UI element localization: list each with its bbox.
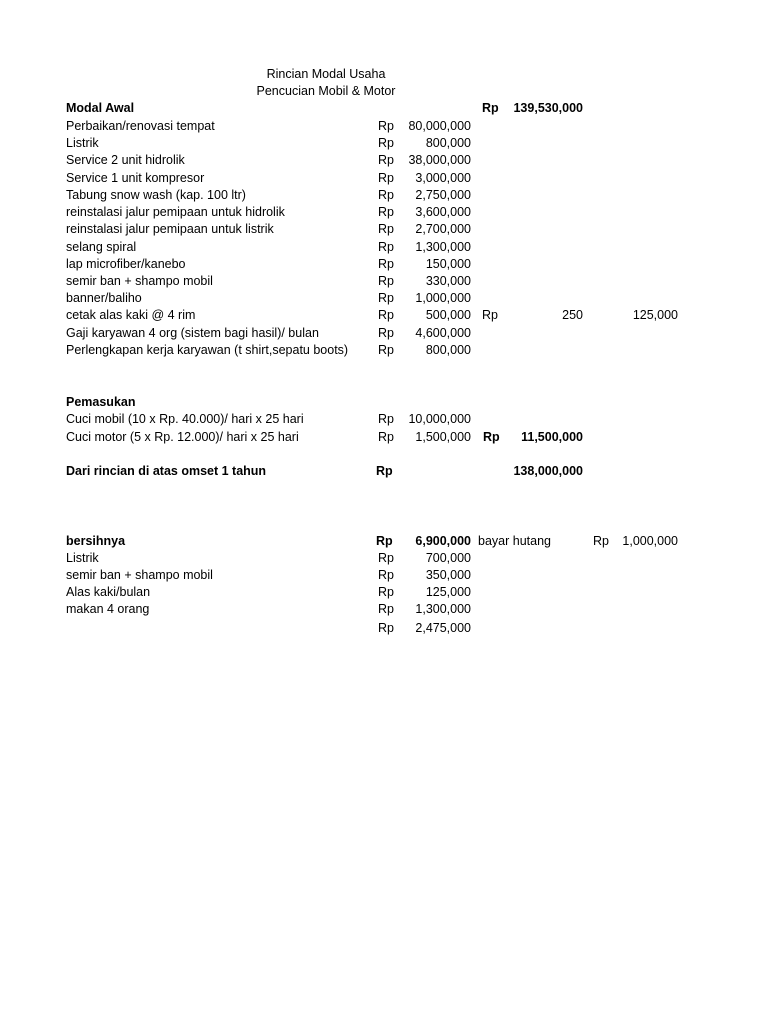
bersih-total-value: 2,475,000 — [415, 621, 471, 635]
alas-kaki-value: 125,000 — [632, 308, 678, 322]
title-line-1: Rincian Modal Usaha — [266, 67, 386, 81]
title-line-2: Pencucian Mobil & Motor — [256, 84, 396, 98]
list-item-currency: Rp — [378, 602, 394, 616]
bersih-heading: bersihnya — [66, 534, 126, 548]
list-item-label: Listrik — [66, 551, 99, 565]
list-item-currency: Rp — [378, 274, 394, 288]
modal-awal-total: 139,530,000 — [513, 101, 583, 115]
list-item-value: 3,000,000 — [415, 171, 471, 185]
list-item-label: selang spiral — [66, 240, 137, 254]
alas-kaki-currency: Rp — [482, 308, 498, 322]
omset-label: Dari rincian di atas omset 1 tahun — [66, 464, 267, 478]
list-item-currency: Rp — [378, 551, 394, 565]
bersih-currency: Rp — [376, 534, 393, 548]
modal-awal-heading: Modal Awal — [66, 101, 135, 115]
list-item-currency: Rp — [378, 308, 394, 322]
list-item-currency: Rp — [378, 326, 394, 340]
list-item-label: Perbaikan/renovasi tempat — [66, 119, 215, 133]
list-item-currency: Rp — [378, 222, 394, 236]
list-item-value: 150,000 — [425, 257, 471, 271]
list-item-label: Alas kaki/bulan — [66, 585, 151, 599]
hutang-currency: Rp — [593, 534, 609, 548]
list-item-currency: Rp — [378, 171, 394, 185]
list-item-value: 3,600,000 — [415, 205, 471, 219]
list-item-currency: Rp — [378, 343, 394, 357]
pemasukan-total-currency: Rp — [483, 430, 500, 444]
list-item-value: 1,000,000 — [415, 291, 471, 305]
list-item-label: Gaji karyawan 4 org (sistem bagi hasil)/ bulan — [66, 326, 319, 340]
list-item-value: 2,700,000 — [415, 222, 471, 236]
list-item-label: Tabung snow wash (kap. 100 ltr) — [66, 188, 246, 202]
list-item-value: 1,500,000 — [415, 430, 471, 444]
list-item-currency: Rp — [378, 430, 394, 444]
omset-value: 138,000,000 — [513, 464, 583, 478]
alas-kaki-quantity: 250 — [562, 308, 583, 322]
list-item-label: semir ban + shampo mobil — [66, 568, 213, 582]
list-item-value: 350,000 — [425, 568, 471, 582]
list-item-label: Listrik — [66, 136, 99, 150]
list-item-label: reinstalasi jalur pemipaan untuk listrik — [66, 222, 274, 236]
list-item-currency: Rp — [378, 412, 394, 426]
omset-currency: Rp — [376, 464, 393, 478]
list-item-label: reinstalasi jalur pemipaan untuk hidrolik — [66, 205, 285, 219]
list-item-label: makan 4 orang — [66, 602, 150, 616]
list-item-currency: Rp — [378, 240, 394, 254]
list-item-value: 80,000,000 — [408, 119, 471, 133]
list-item-currency: Rp — [378, 257, 394, 271]
list-item-currency: Rp — [378, 585, 394, 599]
list-item-label: Perlengkapan kerja karyawan (t shirt,sepatu boots) — [66, 343, 349, 357]
list-item-currency: Rp — [378, 153, 394, 167]
list-item-value: 330,000 — [425, 274, 471, 288]
list-item-label: Service 1 unit kompresor — [66, 171, 205, 185]
list-item-label: Cuci mobil (10 x Rp. 40.000)/ hari x 25 hari — [66, 412, 304, 426]
hutang-label: bayar hutang — [478, 534, 551, 548]
list-item-currency: Rp — [378, 119, 394, 133]
list-item-value: 38,000,000 — [408, 153, 471, 167]
list-item-value: 125,000 — [425, 585, 471, 599]
modal-awal-total-currency: Rp — [482, 101, 499, 115]
list-item-currency: Rp — [378, 136, 394, 150]
pemasukan-heading: Pemasukan — [66, 395, 136, 409]
list-item-label: cetak alas kaki @ 4 rim — [66, 308, 196, 322]
list-item-value: 500,000 — [425, 308, 471, 322]
list-item-label: semir ban + shampo mobil — [66, 274, 213, 288]
list-item-value: 800,000 — [425, 343, 471, 357]
list-item-label: Service 2 unit hidrolik — [66, 153, 185, 167]
bersih-total-currency: Rp — [378, 621, 394, 635]
list-item-value: 700,000 — [425, 551, 471, 565]
list-item-value: 800,000 — [425, 136, 471, 150]
hutang-value: 1,000,000 — [622, 534, 678, 548]
list-item-value: 4,600,000 — [415, 326, 471, 340]
list-item-value: 2,750,000 — [415, 188, 471, 202]
list-item-value: 1,300,000 — [415, 240, 471, 254]
list-item-label: banner/baliho — [66, 291, 142, 305]
list-item-currency: Rp — [378, 188, 394, 202]
pemasukan-total: 11,500,000 — [521, 430, 583, 444]
list-item-currency: Rp — [378, 291, 394, 305]
list-item-currency: Rp — [378, 205, 394, 219]
list-item-label: lap microfiber/kanebo — [66, 257, 186, 271]
list-item-currency: Rp — [378, 568, 394, 582]
list-item-value: 10,000,000 — [408, 412, 471, 426]
bersih-value: 6,900,000 — [415, 534, 471, 548]
list-item-label: Cuci motor (5 x Rp. 12.000)/ hari x 25 hari — [66, 430, 299, 444]
list-item-value: 1,300,000 — [415, 602, 471, 616]
